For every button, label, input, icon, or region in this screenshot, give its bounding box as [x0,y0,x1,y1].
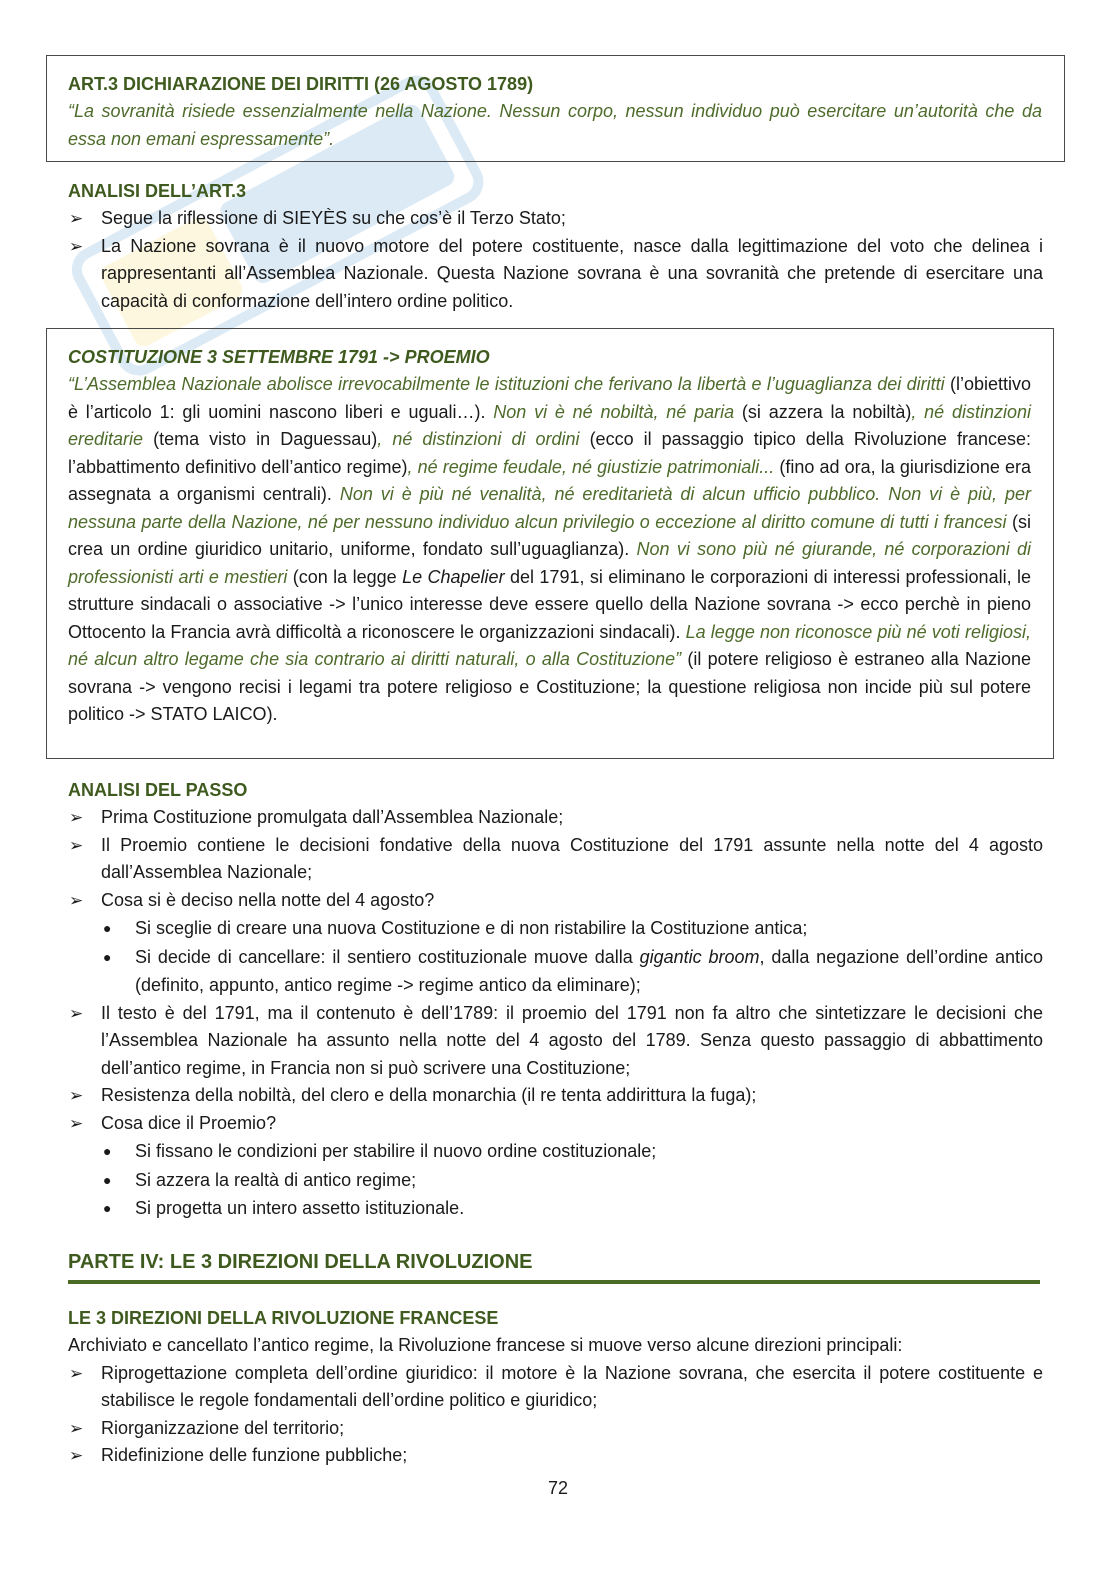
arrow-bullet-icon: ➢ [69,808,84,827]
arrow-bullet-icon: ➢ [69,1418,84,1438]
arrow-bullet-icon: ➢ [69,209,84,228]
arrow-bullet-icon: ➢ [69,1446,84,1465]
analisi-passo-section [68,776,1043,1223]
analisi-art3-title: ANALISI DELL’ART.3 [68,181,247,201]
list-item: ➢ Cosa dice il Proemio? [68,1110,1043,1138]
sub-list-item: ● Si fissano le condizioni per stabilire il nuovo ordine costituzionale; [68,1137,1043,1166]
dot-bullet-icon: ● [103,948,112,965]
sub-list-item: ● Si sceglie di creare una nuova Costituzione e di non ristabilire la Costituzione antica; [68,914,1043,943]
list-item: ➢ Riorganizzazione del territorio; [68,1415,1043,1443]
art3-quote: “La sovranità risiede essenzialmente nella Nazione. Nessun corpo, nessun individuo può esercitare un’autorità che da essa non emani espressamente”. [68,101,1042,149]
art3-title: ART.3 DICHIARAZIONE DEI DIRITTI (26 AGOSTO 1789) [68,74,534,94]
sub-list [68,914,1043,1000]
parte-iv-section [68,1304,1043,1470]
list-item: ➢ Il Proemio contiene le decisioni fondative della nuova Costituzione del 1791 assunte nella notte del 4 agosto dall’Assemblea Nazionale; [68,832,1043,887]
arrow-bullet-icon: ➢ [69,1086,84,1105]
list-item: ➢ Cosa si è deciso nella notte del 4 agosto? [68,887,1043,915]
list-item: ➢ Segue la riflessione di SIEYÈS su che cos’è il Terzo Stato; [68,205,1043,233]
art3-box [46,55,1065,162]
sub-list-item: ● Si progetta un intero assetto istituzionale. [68,1194,1043,1223]
arrow-bullet-icon: ➢ [69,835,84,855]
list-item: ➢ La Nazione sovrana è il nuovo motore del potere costituente, nasce dalla legittimazione del voto che delinea i rappresentanti all’Assemblea Nazionale. Questa Nazione sovrana è una sovranità che pretende di esercitare una capacità di conformazione dell’intero ordine politico. [68,233,1043,316]
analisi-passo-title: ANALISI DEL PASSO [68,780,248,800]
dot-bullet-icon: ● [103,920,112,936]
list-item: ➢ Ridefinizione delle funzione pubbliche; [68,1442,1043,1470]
parte-iv-subtitle: LE 3 DIREZIONI DELLA RIVOLUZIONE FRANCESE [68,1308,499,1328]
sub-list-item: ● Si decide di cancellare: il sentiero costituzionale muove dalla gigantic broom, dalla negazione dell’ordine antico (definito, appunto, antico regime -> regime antico da eliminare); [68,943,1043,1000]
list-item: ➢ Il testo è del 1791, ma il contenuto è dell’1789: il proemio del 1791 non fa altro che sintetizzare le decisioni che l’Assemblea Nazionale ha assunto nella notte del 4 agosto del 1789. Senza questo passaggio di abbattimento dell’antico regime, in Francia non si può scrivere una Costituzione; [68,1000,1043,1083]
parte-iv-list [68,1360,1043,1470]
arrow-bullet-icon: ➢ [69,1113,84,1133]
parte-iv-heading: PARTE IV: LE 3 DIREZIONI DELLA RIVOLUZIONE [68,1248,1040,1284]
arrow-bullet-icon: ➢ [69,236,84,256]
dot-bullet-icon: ● [103,1143,112,1159]
costituzione-title: COSTITUZIONE 3 SETTEMBRE 1791 -> PROEMIO [68,347,490,367]
page-number: 72 [547,1478,569,1498]
arrow-bullet-icon: ➢ [69,890,84,910]
sub-list-2 [68,1137,1043,1223]
list-item: ➢ Riprogettazione completa dell’ordine giuridico: il motore è la Nazione sovrana, che esercita il potere costituente e stabilisce le regole fondamentali dell’ordine politico e giuridico; [68,1360,1043,1415]
list-item: ➢ Resistenza della nobiltà, del clero e della monarchia (il re tenta addirittura la fuga); [68,1082,1043,1110]
analisi-passo-list [68,804,1043,914]
list-item: ➢ Prima Costituzione promulgata dall’Assemblea Nazionale; [68,804,1043,832]
analisi-passo-list-2 [68,1000,1043,1138]
costituzione-text: “L’Assemblea Nazionale abolisce irrevocabilmente le istituzioni che ferivano la libertà e l’uguaglianza dei diritti (l’obiettivo è l’articolo 1: gli uomini nascono liberi e uguali…). Non vi è né nobiltà, né paria (si azzera la nobiltà), né distinzioni ereditarie (tema visto in Daguessau), né distinzioni di ordini (ecco il passaggio tipico della Rivoluzione francese: l’abbattimento definitivo dell’antico regime), né regime feudale, né giustizie patrimoniali... (fino ad ora, la giurisdizione era assegnata a organismi centrali). Non vi è più né venalità, né ereditarietà di alcun ufficio pubblico. Non vi è più, per nessuna parte della Nazione, né per nessuno individuo alcun privilegio o eccezione al diritto comune di tutti i francesi (si crea un ordine giuridico unitario, uniforme, fondato sull’uguaglianza). Non vi sono più né giurande, né corporazioni di professionisti arti e mestieri (con la legge Le Chapelier del 1791, si eliminano le corporazioni di interessi professionali, le strutture sindacali o associative -> l’unico interesse deve essere quello della Nazione sovrana -> ecco perchè in pieno Ottocento la Francia avrà difficoltà a riconoscere le organizzazioni sindacali). La legge non riconosce più né voti religiosi, né alcun altro legame che sia contrario ai diritti naturali, o alla Costituzione” (il potere religioso è estraneo alla Nazione sovrana -> vengono recisi i legami tra potere religioso e Costituzione; la questione religiosa non incide più sul potere politico -> STATO LAICO). [68,374,1032,724]
arrow-bullet-icon: ➢ [69,1363,84,1383]
parte-iv-intro: Archiviato e cancellato l’antico regime, la Rivoluzione francese si muove verso alcune direzioni principali: [68,1335,903,1355]
dot-bullet-icon: ● [103,1171,112,1188]
analisi-art3-list [68,205,1043,315]
sub-list-item: ● Si azzera la realtà di antico regime; [68,1166,1043,1195]
analisi-art3-section [68,177,1043,315]
costituzione-box [46,328,1054,759]
arrow-bullet-icon: ➢ [69,1003,84,1023]
dot-bullet-icon: ● [103,1200,112,1216]
